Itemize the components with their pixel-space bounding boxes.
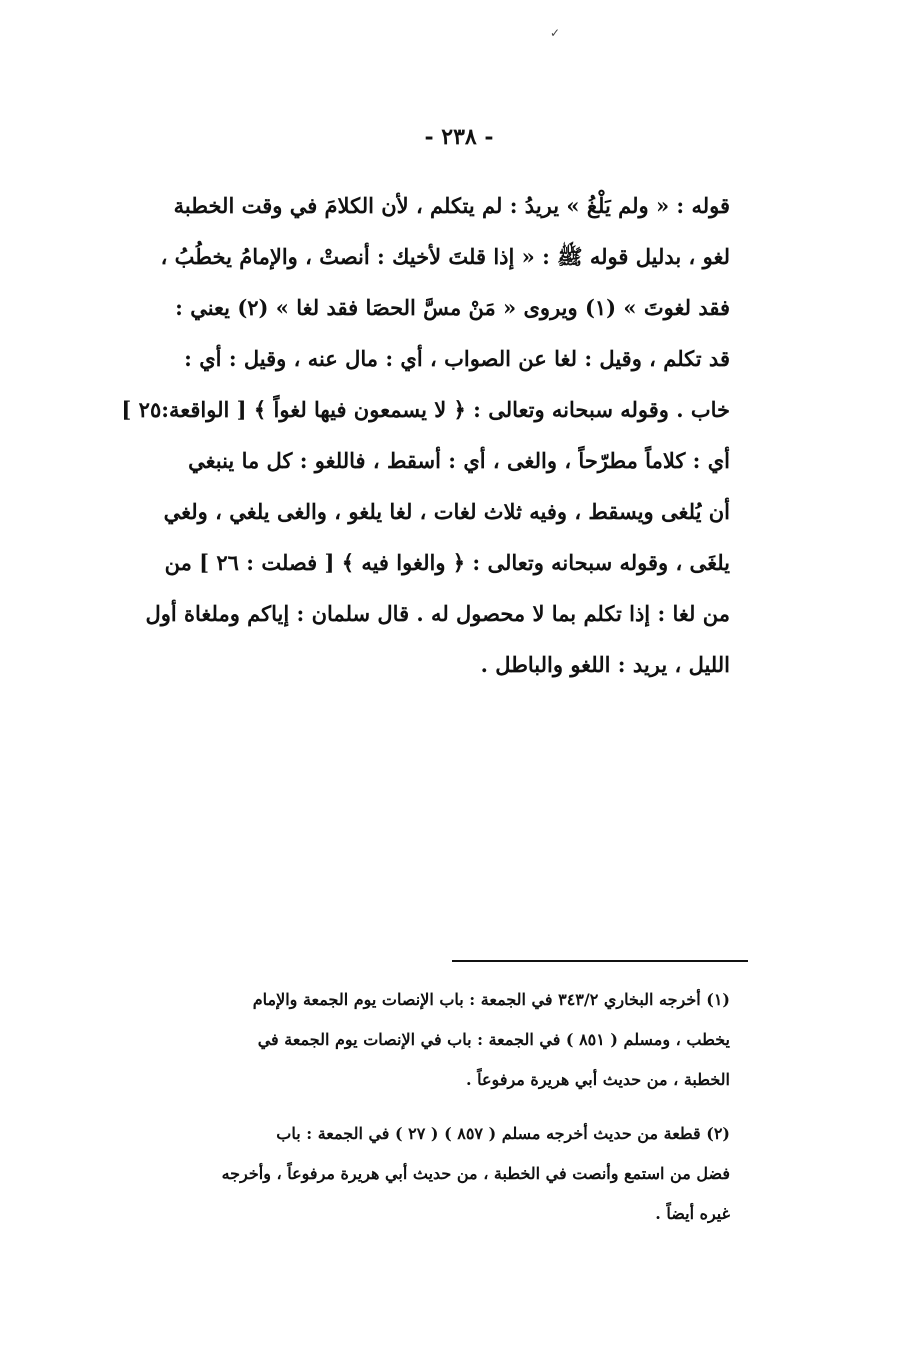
main-text-line: أن يُلغى ويسقط ، وفيه ثلاث لغات ، لغا يلغو ، والغى يلغي ، ولغي bbox=[163, 499, 730, 524]
main-text-line: لغو ، بدليل قوله ﷺ : « إذا قلتَ لأخيك : أنصتْ ، والإمامُ يخطُبُ ، bbox=[160, 244, 730, 269]
footnote-1 bbox=[80, 980, 730, 1100]
main-text bbox=[80, 180, 730, 690]
main-text-line: أي : كلاماً مطرّحاً ، والغى ، أي : أسقط ، فاللغو : كل ما ينبغي bbox=[188, 448, 730, 473]
footnote-line: يخطب ، ومسلم ( ٨٥١ ) في الجمعة : باب في الإنصات يوم الجمعة في bbox=[257, 1030, 730, 1049]
footnote-divider bbox=[452, 960, 748, 962]
main-text-line: خاب . وقوله سبحانه وتعالى : ﴿ لا يسمعون فيها لغواً ﴾ [ الواقعة:٢٥ ] bbox=[121, 397, 730, 422]
footnote-line: غيره أيضاً . bbox=[655, 1204, 730, 1223]
main-text-line: من لغا : إذا تكلم بما لا محصول له . قال سلمان : إياكم وملغاة أول bbox=[145, 601, 730, 626]
footnote-line: (١) أخرجه البخاري ٣٤٣/٢ في الجمعة : باب الإنصات يوم الجمعة والإمام bbox=[252, 990, 730, 1009]
footnote-line: فضل من استمع وأنصت في الخطبة ، من حديث أبي هريرة مرفوعاً ، وأخرجه bbox=[221, 1164, 730, 1183]
main-text-line: فقد لغوتَ » (١) ويروى « مَنْ مسَّ الحصَا فقد لغا » (٢) يعني : bbox=[175, 295, 730, 320]
footnote-line: (٢) قطعة من حديث أخرجه مسلم ( ٨٥٧ ) ( ٢٧ ) في الجمعة : باب bbox=[276, 1124, 730, 1143]
main-text-line: قوله : « ولم يَلْغُ » يريدُ : لم يتكلم ، لأن الكلامَ في وقت الخطبة bbox=[173, 193, 730, 218]
main-text-line: يلغَى ، وقوله سبحانه وتعالى : ﴿ والغوا فيه ﴾ [ فصلت : ٢٦ ] من bbox=[164, 550, 730, 575]
page-number: - ٢٣٨ - bbox=[424, 124, 494, 150]
main-text-line: قد تكلم ، وقيل : لغا عن الصواب ، أي : مال عنه ، وقيل : أي : bbox=[184, 346, 730, 371]
footnote-line: الخطبة ، من حديث أبي هريرة مرفوعاً . bbox=[465, 1070, 730, 1089]
scan-speck: ✓ bbox=[550, 26, 561, 40]
footnotes bbox=[80, 980, 730, 1234]
footnote-2 bbox=[80, 1114, 730, 1234]
main-text-line: الليل ، يريد : اللغو والباطل . bbox=[480, 652, 730, 677]
